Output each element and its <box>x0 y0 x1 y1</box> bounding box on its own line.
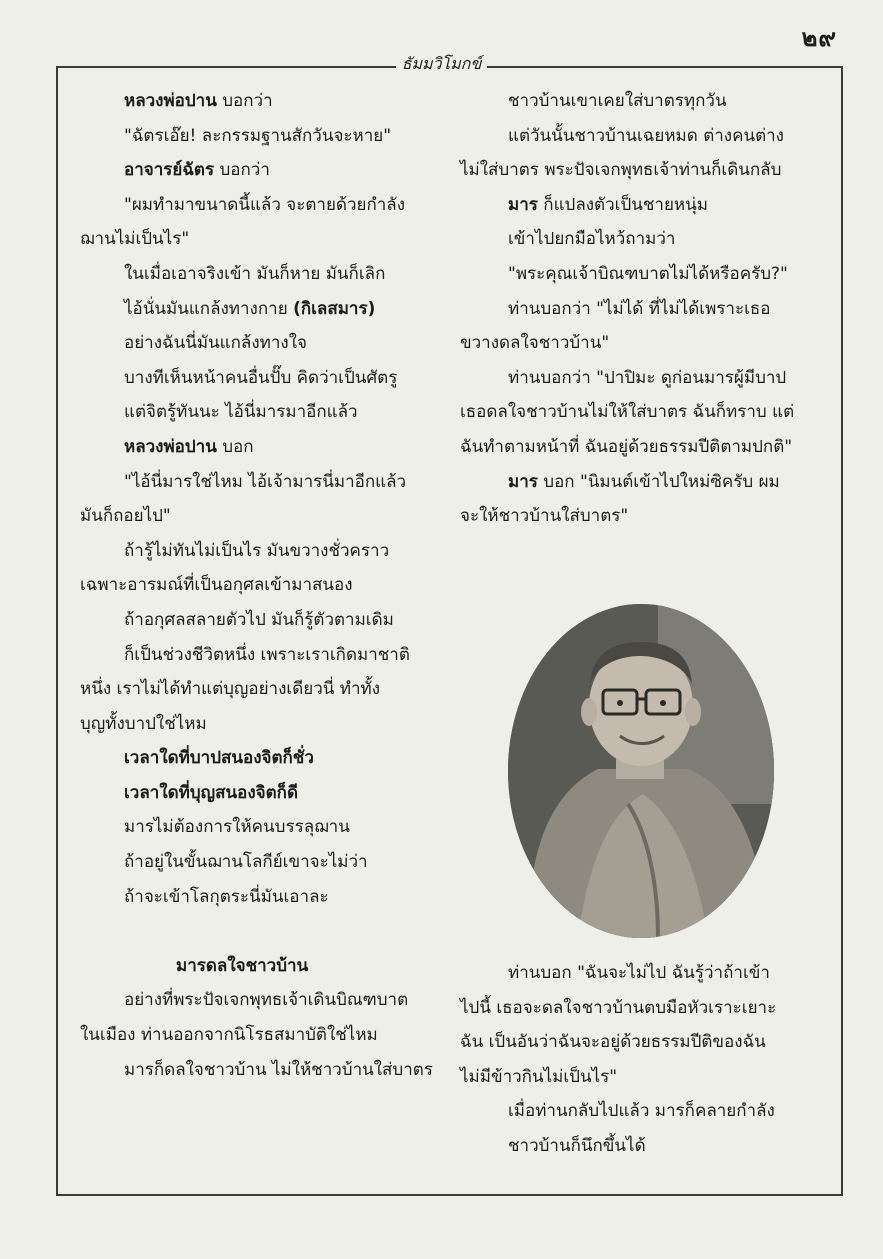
bold-text: มารดลใจชาวบ้าน <box>176 955 309 976</box>
text-line <box>80 257 452 292</box>
line-text: จะให้ชาวบ้านใส่บาตร" <box>460 506 629 527</box>
line-text: มันก็ถอยไป" <box>80 506 171 527</box>
line-text: ไปนี้ เธอจะดลใจชาวบ้านตบมือหัวเราะเยาะ <box>460 997 777 1018</box>
text-line <box>460 499 826 534</box>
text-line <box>460 430 826 465</box>
line-text: บอก "นิมนต์เข้าไปใหม่ซิครับ ผม <box>537 471 780 492</box>
bold-text: (กิเลสมาร) <box>293 298 376 319</box>
line-text: ท่านบอกว่า "ปาปิมะ ดูก่อนมารผู้มีบาป <box>508 367 787 388</box>
line-text: ชาวบ้านก็นึกขึ้นได้ <box>508 1135 646 1156</box>
text-line <box>80 741 452 776</box>
text-line <box>460 361 826 396</box>
text-line <box>460 465 826 500</box>
text-line <box>80 603 452 638</box>
line-text: เข้าไปยกมือไหว้ถามว่า <box>508 229 676 250</box>
text-line <box>80 845 452 880</box>
line-text: มารก็ดลใจชาวบ้าน ไม่ให้ชาวบ้านใส่บาตร <box>124 1059 433 1080</box>
line-text: ในเมื่อเอาจริงเข้า มันก็หาย มันก็เลิก <box>124 263 386 284</box>
bold-text: เวลาใดที่บาปสนองจิตก็ชั่ว <box>124 748 314 769</box>
right-column-top <box>460 84 826 534</box>
bold-text: อาจารย์ฉัตร <box>124 160 215 181</box>
text-line <box>80 361 452 396</box>
text-line <box>80 672 452 707</box>
text-line <box>80 222 452 257</box>
monk-portrait-photo <box>508 604 774 938</box>
text-line <box>460 326 826 361</box>
line-text: ไม่มีข้าวกินไม่เป็นไร" <box>460 1066 618 1087</box>
text-line <box>80 188 452 223</box>
text-line <box>80 810 452 845</box>
line-text: หนึ่ง เราไม่ได้ทำแต่บุญอย่างเดียวนี่ ทำทั้ง <box>80 679 381 700</box>
line-text: ก็เป็นช่วงชีวิตหนึ่ง เพราะเราเกิดมาชาติ <box>124 644 410 665</box>
bold-text: หลวงพ่อปาน <box>124 436 217 457</box>
text-line <box>460 1094 826 1129</box>
text-line <box>80 534 452 569</box>
bold-text: มาร <box>508 194 538 215</box>
text-line <box>80 1018 452 1053</box>
line-text: ฉันทำตามหน้าที่ ฉันอยู่ด้วยธรรมปีติตามปกติ" <box>460 436 793 457</box>
text-line <box>80 1053 452 1088</box>
line-text: "พระคุณเจ้าบิณฑบาตไม่ได้หรือครับ?" <box>508 263 788 284</box>
line-text: ในเมือง ท่านออกจากนิโรธสมาบัติใช่ไหม <box>80 1025 378 1046</box>
line-text: ฉัน เป็นอันว่าฉันจะอยู่ด้วยธรรมปีติของฉัน <box>460 1032 766 1053</box>
line-text: เธอดลใจชาวบ้านไม่ให้ใส่บาตร ฉันก็ทราบ แต่ <box>460 402 795 423</box>
bold-text: มาร <box>508 471 538 492</box>
text-line <box>80 430 452 465</box>
bold-text: เวลาใดที่บุญสนองจิตก็ดี <box>124 782 298 803</box>
text-line <box>80 153 452 188</box>
line-text: ท่านบอกว่า "ไม่ได้ ที่ไม่ได้เพราะเธอ <box>508 298 771 319</box>
line-text: "ไอ้นี่มารใช่ไหม ไอ้เจ้ามารนี่มาอีกแล้ว <box>124 471 407 492</box>
text-line <box>460 956 826 991</box>
text-line <box>80 949 452 984</box>
text-line <box>80 914 452 949</box>
text-line <box>460 1129 826 1164</box>
text-line <box>80 326 452 361</box>
text-line <box>80 84 452 119</box>
text-line <box>460 991 826 1026</box>
running-title: ธัมมวิโมกข์ <box>0 52 883 77</box>
line-text: เฉพาะอารมณ์ที่เป็นอกุศลเข้ามาสนอง <box>80 575 353 596</box>
line-text: อย่างที่พระปัจเจกพุทธเจ้าเดินบิณฑบาต <box>124 990 409 1011</box>
text-line <box>80 880 452 915</box>
text-line <box>80 776 452 811</box>
line-text: มารไม่ต้องการให้คนบรรลุฌาน <box>124 817 350 838</box>
line-text: ชาวบ้านเขาเคยใส่บาตรทุกวัน <box>508 91 727 111</box>
text-line <box>460 1025 826 1060</box>
line-text: ก็แปลงตัวเป็นชายหนุ่ม <box>537 194 708 215</box>
text-line <box>80 707 452 742</box>
line-text: ฌานไม่เป็นไร" <box>80 229 190 250</box>
line-text: "ฉัตรเอ๊ย! ละกรรมฐานสักวันจะหาย" <box>124 125 392 146</box>
text-line <box>460 222 826 257</box>
text-line <box>80 568 452 603</box>
text-line <box>460 153 826 188</box>
line-text: บอกว่า <box>216 91 273 111</box>
line-text: บอก <box>216 436 254 457</box>
text-line <box>80 465 452 500</box>
page-number: ๒๙ <box>801 24 837 52</box>
text-line <box>80 395 452 430</box>
left-column <box>80 84 452 1087</box>
text-line <box>460 119 826 154</box>
text-line <box>80 119 452 154</box>
line-text: ถ้าอยู่ในขั้นฌานโลกีย์เขาจะไม่ว่า <box>124 852 368 873</box>
line-text: ท่านบอก "ฉันจะไม่ไป ฉันรู้ว่าถ้าเข้า <box>508 963 770 983</box>
text-line <box>460 1060 826 1095</box>
bold-text: หลวงพ่อปาน <box>124 91 217 111</box>
line-text: ขวางดลใจชาวบ้าน" <box>460 333 610 354</box>
line-text: บุญทั้งบาปใช่ไหม <box>80 713 207 734</box>
line-text: ถ้ารู้ไม่ทันไม่เป็นไร มันขวางชั่วคราว <box>124 540 390 561</box>
line-text: อย่างฉันนี่มันแกล้งทางใจ <box>124 333 307 354</box>
line-text: เมื่อท่านกลับไปแล้ว มารก็คลายกำลัง <box>508 1101 775 1122</box>
text-line <box>80 638 452 673</box>
line-text: "ผมทำมาขนาดนี้แล้ว จะตายด้วยกำลัง <box>124 194 406 215</box>
line-text: ถ้าจะเข้าโลกุตระนี่มันเอาละ <box>124 886 329 907</box>
text-line <box>460 395 826 430</box>
line-text: แต่จิตรู้ทันนะ ไอ้นี่มารมาอีกแล้ว <box>124 402 358 423</box>
text-line <box>460 84 826 119</box>
text-line <box>80 292 452 327</box>
line-text: ไม่ใส่บาตร พระปัจเจกพุทธเจ้าท่านก็เดินกลับ <box>460 160 782 181</box>
text-line <box>460 257 826 292</box>
right-column-bottom <box>460 956 826 1164</box>
line-text: บอกว่า <box>214 160 270 181</box>
text-line <box>80 983 452 1018</box>
line-text: บางทีเห็นหน้าคนอื่นปั๊บ คิดว่าเป็นศัตรู <box>124 367 398 388</box>
line-text: ไอ้นั่นมันแกล้งทางกาย <box>124 298 294 319</box>
text-line <box>80 499 452 534</box>
line-text: แต่วันนั้นชาวบ้านเฉยหมด ต่างคนต่าง <box>508 125 784 146</box>
text-line <box>460 188 826 223</box>
text-line <box>460 292 826 327</box>
line-text: ถ้าอกุศลสลายตัวไป มันก็รู้ตัวตามเดิม <box>124 609 394 630</box>
